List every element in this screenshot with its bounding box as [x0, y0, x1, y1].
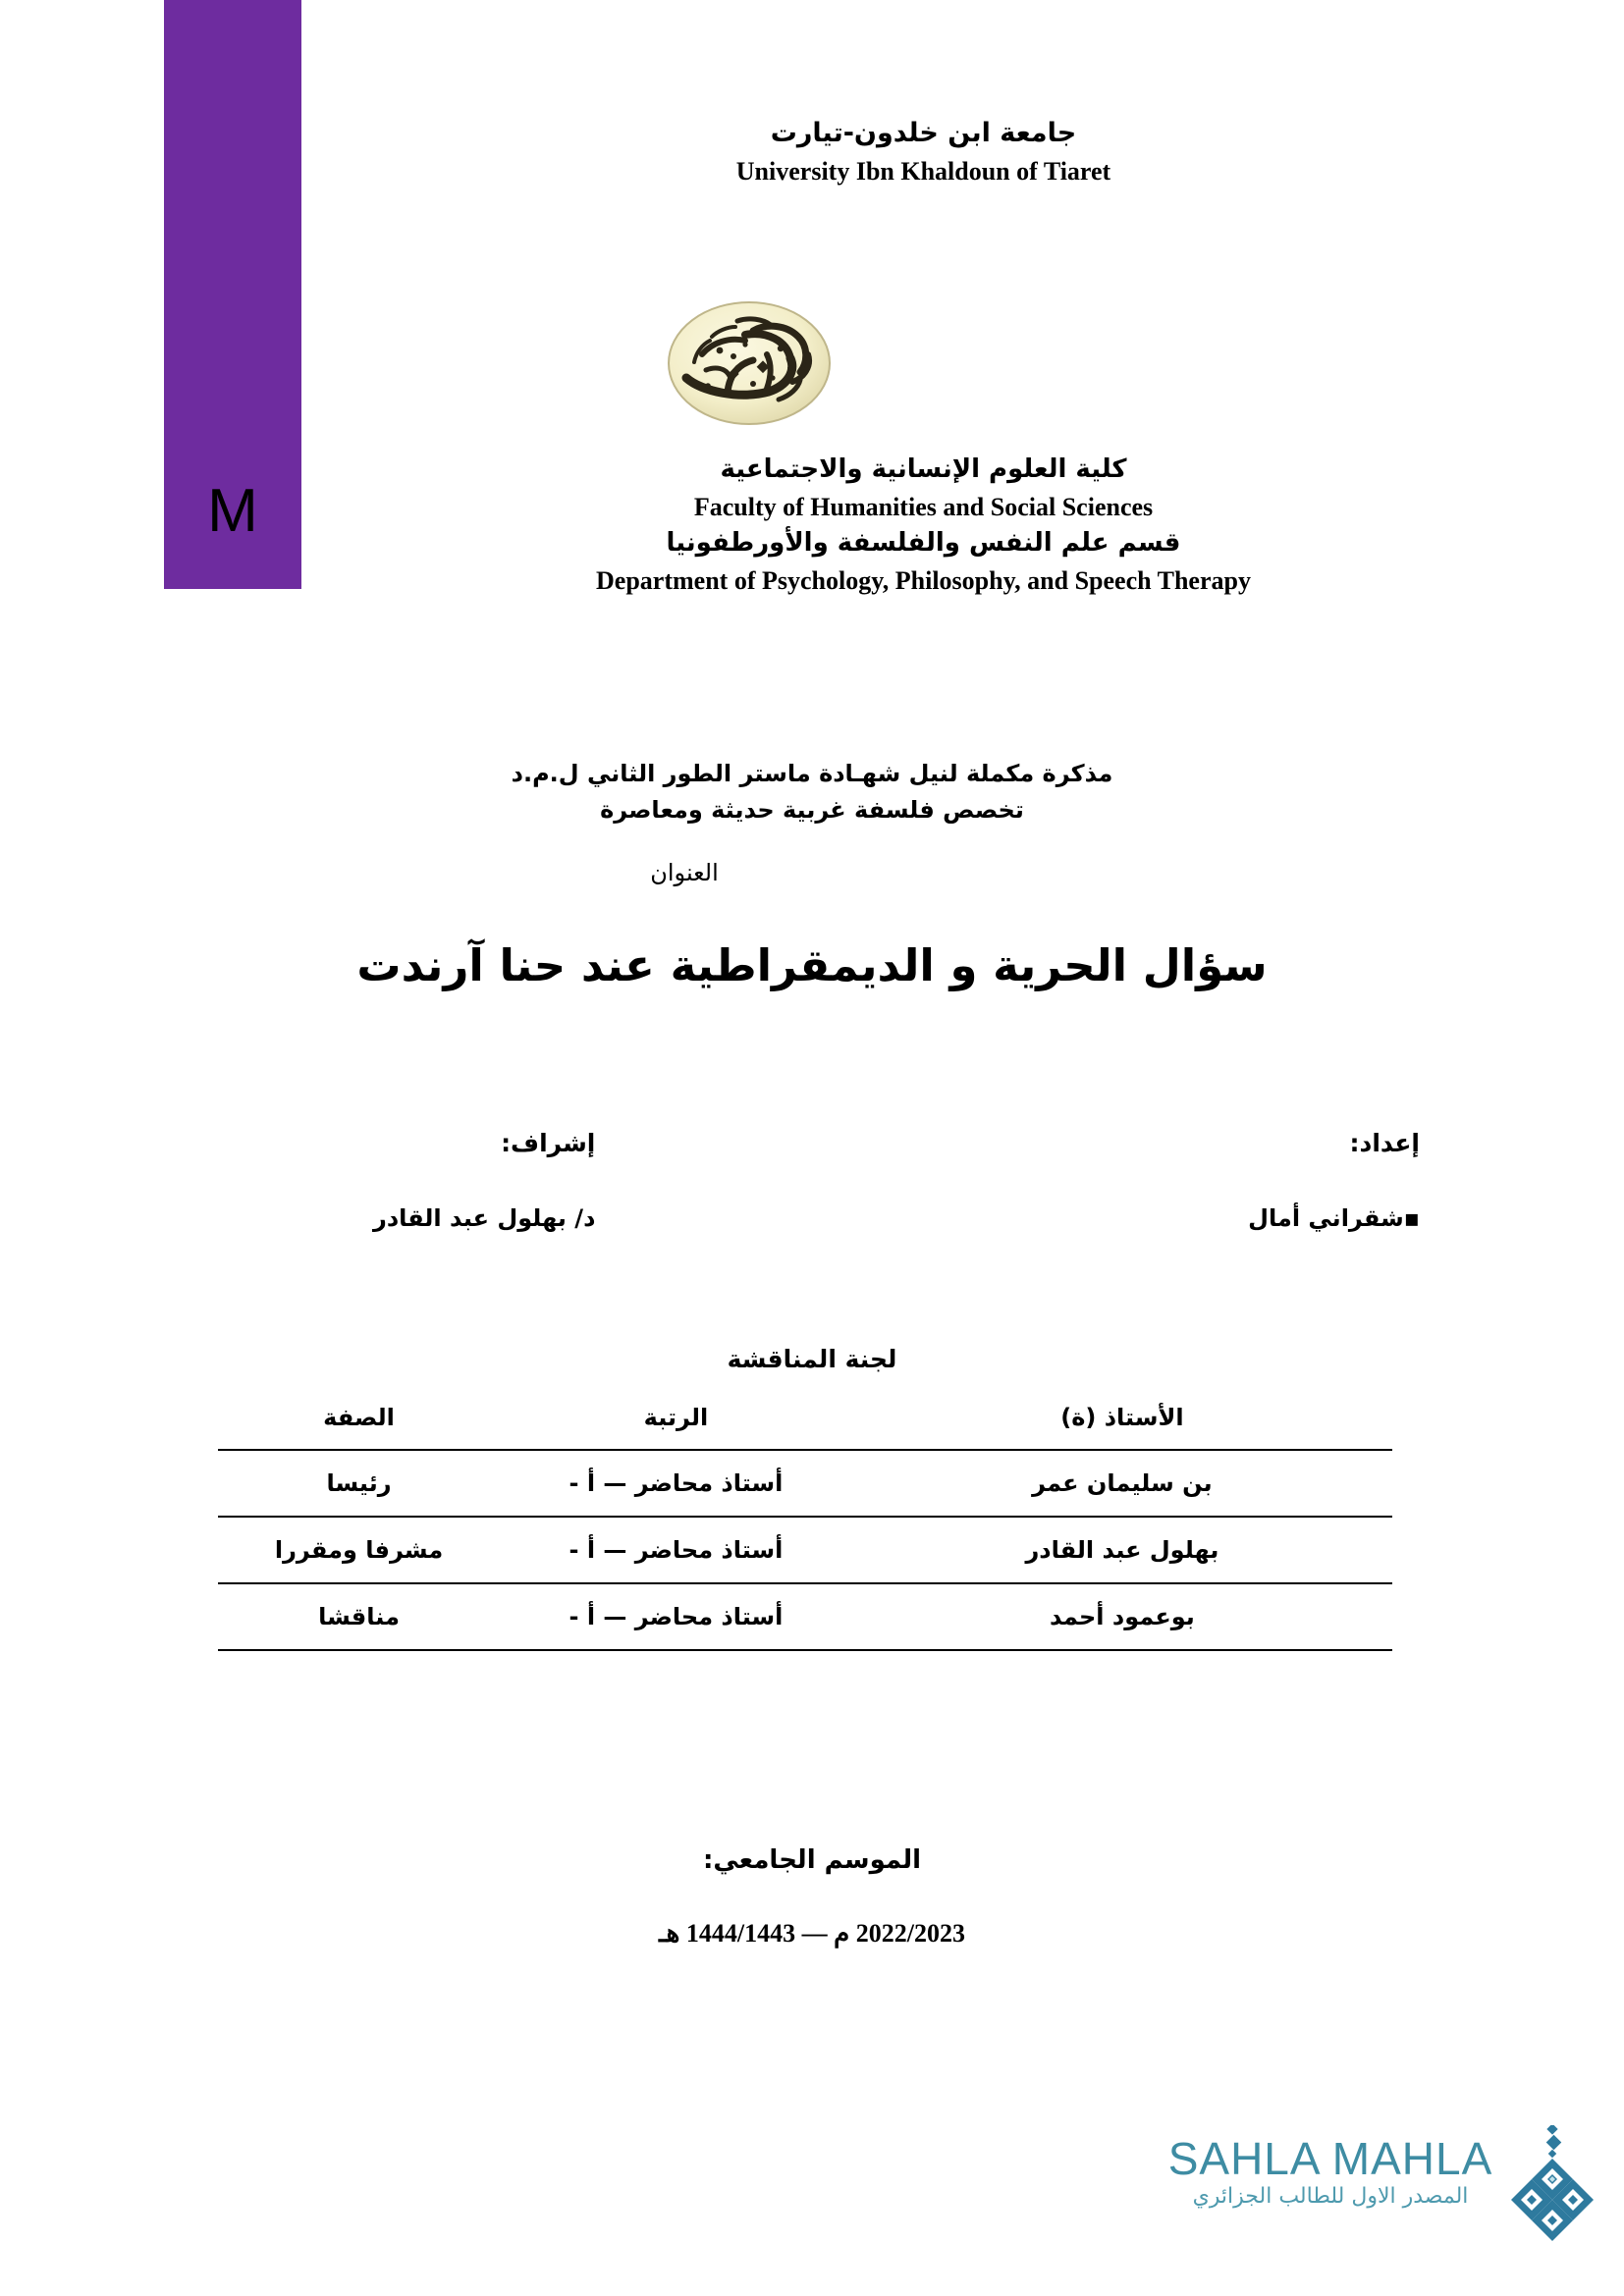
- sidebar-letter: M: [207, 477, 258, 545]
- supervisor-name: د/ بهلول عبد القادر: [373, 1204, 596, 1232]
- faculty-department-block: [301, 452, 1545, 600]
- table-header-row: [218, 1394, 1392, 1450]
- purple-side-block: [164, 0, 301, 589]
- cell-role: مناقشا: [318, 1603, 400, 1630]
- cell-role: رئيسا: [326, 1469, 392, 1497]
- cell-rank: أستاذ محاضر — أ -: [568, 1536, 784, 1564]
- author-label: إعداد:: [1349, 1129, 1420, 1157]
- title-label: العنوان: [650, 859, 719, 886]
- sahla-mahla-watermark: [1139, 2135, 1600, 2263]
- column-header-rank: الرتبة: [643, 1404, 709, 1431]
- thesis-degree-block: [177, 756, 1447, 828]
- supervisor-column: [373, 1129, 595, 1232]
- author-column: [1248, 1129, 1420, 1232]
- faculty-name-arabic: كلية العلوم الإنسانية والاجتماعية: [720, 454, 1127, 484]
- jury-table-body: [218, 1450, 1392, 1650]
- university-name-arabic: جامعة ابن خلدون-تيارت: [770, 118, 1077, 148]
- watermark-text: [1139, 2135, 1522, 2211]
- academic-year-label: الموسم الجامعي:: [702, 1845, 922, 1875]
- supervisor-label: إشراف:: [501, 1129, 596, 1157]
- thesis-title: سؤال الحرية و الديمقراطية عند حنا آرندت: [356, 939, 1268, 991]
- department-name-english: Department of Psychology, Philosophy, and Speech Therapy: [596, 566, 1251, 596]
- watermark-brand-name: SAHLA MAHLA: [1167, 2133, 1493, 2184]
- degree-line: مذكرة مكملة لنيل شهـادة ماستر الطور الثاني ل.م.د: [511, 760, 1113, 787]
- watermark-tagline: المصدر الاول للطالب الجزائري: [1192, 2184, 1469, 2210]
- column-header-professor: الأستاذ (ة): [1060, 1404, 1184, 1431]
- cell-professor: بوعمود أحمد: [1050, 1603, 1195, 1630]
- table-row: [218, 1583, 1392, 1650]
- university-name-english: University Ibn Khaldoun of Tiaret: [735, 157, 1111, 187]
- university-seal-logo: [643, 297, 855, 429]
- cell-professor: بهلول عبد القادر: [1025, 1536, 1219, 1564]
- table-row: [218, 1517, 1392, 1583]
- department-name-arabic: قسم علم النفس والفلسفة والأورطفونيا: [666, 528, 1181, 559]
- cell-rank: أستاذ محاضر — أ -: [568, 1603, 784, 1630]
- specialty-line: تخصص فلسفة غربية حديثة ومعاصرة: [600, 796, 1024, 825]
- university-header: [301, 116, 1545, 188]
- cell-rank: أستاذ محاضر — أ -: [568, 1469, 784, 1497]
- author-name: ▪شقراني أمال: [1248, 1204, 1420, 1232]
- column-header-role: الصفة: [323, 1404, 395, 1431]
- authorship-row: [196, 1129, 1428, 1232]
- cell-professor: بن سليمان عمر: [1032, 1469, 1213, 1497]
- academic-year-value: 2022/2023 م — 1444/1443 هـ: [659, 1919, 965, 1948]
- table-row: [218, 1450, 1392, 1517]
- jury-heading: لجنة المناقشة: [727, 1345, 897, 1373]
- amazigh-diamond-ornament-icon: [1504, 2125, 1600, 2251]
- jury-table: [218, 1394, 1392, 1651]
- faculty-name-english: Faculty of Humanities and Social Sciences: [693, 492, 1154, 521]
- cell-role: مشرفا ومقررا: [274, 1536, 444, 1564]
- jury-table-head: [218, 1394, 1392, 1450]
